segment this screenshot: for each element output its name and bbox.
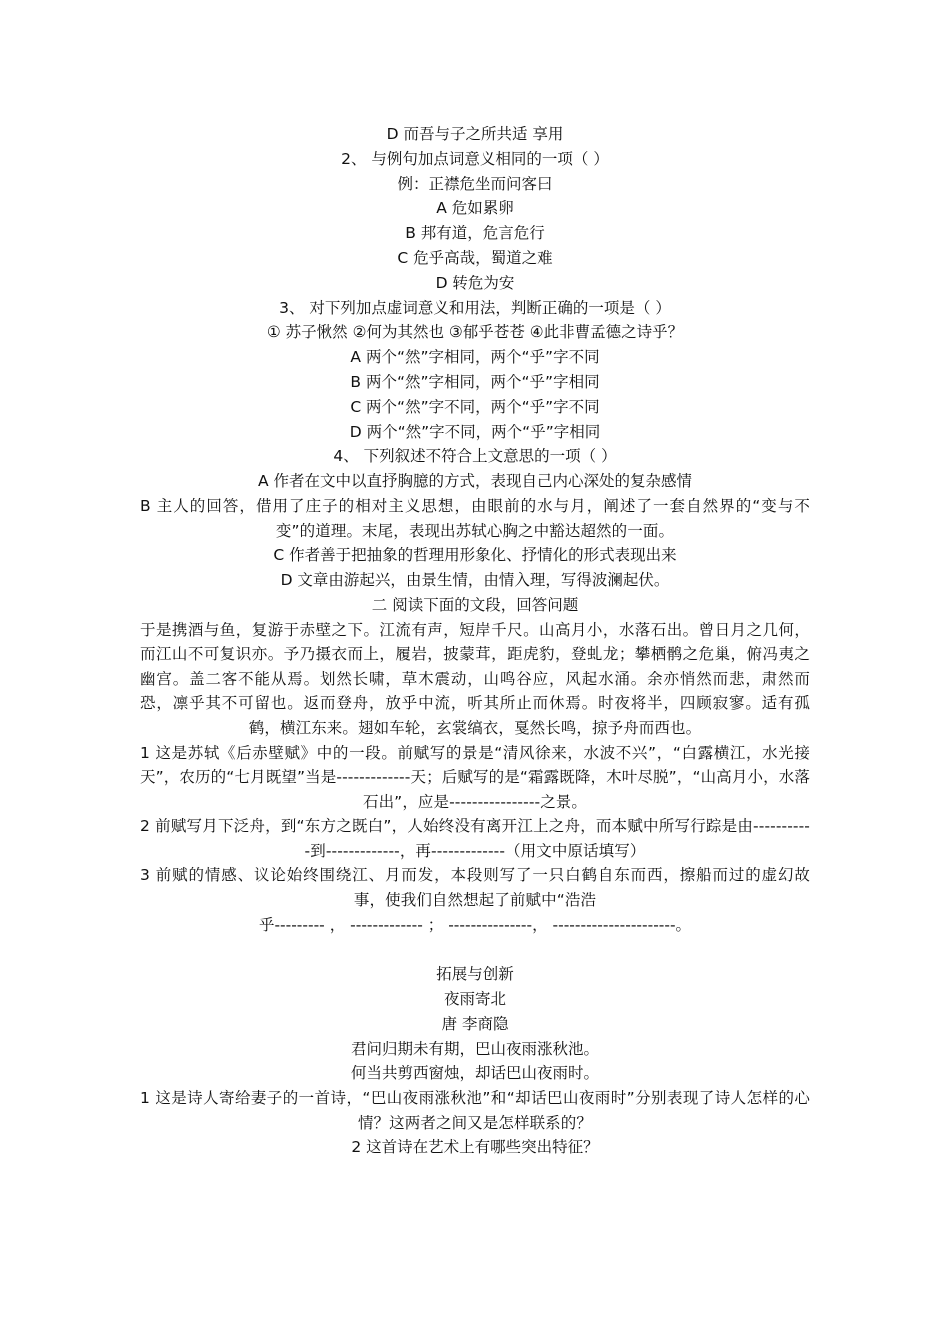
q3-option-a: A 两个“然”字相同，两个“乎”字不同 [350, 348, 600, 367]
q2-option-a: A 危如累卵 [436, 199, 514, 218]
section2-passage: 于是携酒与鱼，复游于赤壁之下。江流有声，短岸千尺。山高月小，水落石出。曾日月之几何，而江山不可复识亦。予乃摄衣而上，履岩，披蒙茸，距虎豹，登虬龙；攀栖鹘之危巢，俯冯夷之幽宫。盖二客不能从焉。划然长啸，草木震动，山鸣谷应，风起水涌。余亦悄然而悲，肃然而恐，凛乎其不可留也。返而登舟，放乎中流，听其所止而休焉。时夜将半，四顾寂寥。适有孤鹤，横江东来。翅如车轮，玄裳缟衣，戛然长鸣，掠予舟而西也。 [140, 620, 810, 737]
extension-question-2: 2 这首诗在艺术上有哪些突出特征？ [351, 1138, 599, 1157]
q4-option-b: B 主人的回答，借用了庄子的相对主义思想，由眼前的水与月，阐述了一套自然界的“变与不变”的道理。末尾，表现出苏轼心胸之中豁达超然的一面。 [140, 496, 810, 540]
q3-items: ① 苏子愀然 ②何为其然也 ③郁乎苍苍 ④此非曹孟德之诗乎？ [266, 323, 684, 342]
poem-line-2: 何当共剪西窗烛，却话巴山夜雨时。 [350, 1064, 599, 1083]
document-page [140, 122, 810, 1160]
section2-question-3-blanks: 乎--------- ， ------------- ； ---------------， ----------------------。 [258, 915, 692, 934]
poem-line-1: 君问归期未有期，巴山夜雨涨秋池。 [350, 1039, 599, 1058]
extension-heading: 拓展与创新 [436, 965, 514, 984]
section2-question-3: 3 前赋的情感、议论始终围绕江、月而发，本段则写了一只白鹤自东而西，擦船而过的虚幻故事，使我们自然想起了前赋中“浩浩 [140, 866, 810, 910]
q2-option-d: D 转危为安 [435, 273, 515, 292]
q3-option-b: B 两个“然”字相同，两个“乎”字相同 [350, 372, 600, 391]
q2-option-b: B 邦有道，危言危行 [405, 224, 545, 243]
q4-stem: 4、 下列叙述不符合上文意思的一项（ ） [333, 447, 617, 466]
q3-stem: 3、 对下列加点虚词意义和用法，判断正确的一项是（ ） [279, 298, 671, 317]
section2-question-2: 2 前赋写月下泛舟，到“东方之既白”，人始终没有离开江上之舟，而本赋中所写行踪是由-----------到-------------，再-------------（用文中原话填写） [140, 817, 810, 860]
q4-option-a: A 作者在文中以直抒胸臆的方式，表现自己内心深处的复杂感情 [257, 472, 693, 491]
poem-author: 唐 李商隐 [441, 1014, 509, 1033]
section2-heading: 二 阅读下面的文段，回答问题 [371, 595, 579, 614]
spacer [140, 937, 810, 962]
q2-example: 例：正襟危坐而问客曰 [397, 174, 553, 193]
q4-option-d: D 文章由游起兴，由景生情，由情入理，写得波澜起伏。 [280, 570, 670, 589]
q1-option-d: D 而吾与子之所共适 享用 [386, 125, 564, 143]
q2-option-c: C 危乎高哉，蜀道之难 [397, 248, 553, 267]
poem-title: 夜雨寄北 [443, 990, 506, 1009]
q3-option-c: C 两个“然”字不同，两个“乎”字不同 [350, 397, 600, 416]
section2-question-1: 1 这是苏轼《后赤壁赋》中的一段。前赋写的景是“清风徐来，水波不兴”，“白露横江，水光接天”，农历的“七月既望”当是-------------天；后赋写的是“霜露既降，木叶尽脱”，“山高月小，水落石出”，应是----------------之景。 [140, 743, 810, 811]
q3-option-d: D 两个“然”字不同，两个“乎”字相同 [349, 422, 601, 441]
extension-question-1: 1 这是诗人寄给妻子的一首诗，“巴山夜雨涨秋池”和“却话巴山夜雨时”分别表现了诗人怎样的心情？这两者之间又是怎样联系的？ [140, 1089, 810, 1132]
q2-stem: 2、 与例句加点词意义相同的一项（ ） [341, 149, 609, 168]
q4-option-c: C 作者善于把抽象的哲理用形象化、抒情化的形式表现出来 [273, 546, 677, 565]
